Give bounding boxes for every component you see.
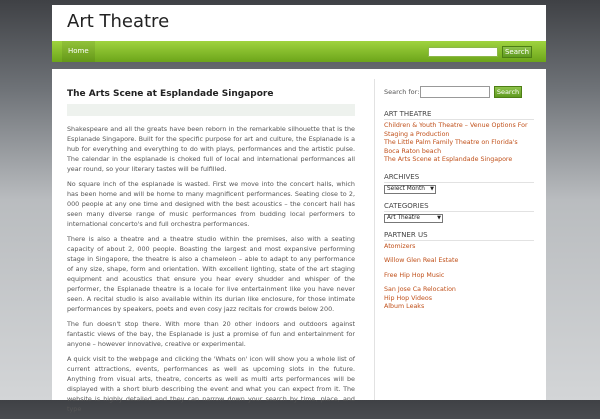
categories-selected-value: Art Theatre xyxy=(387,214,420,221)
post-paragraph: A quick visit to the webpage and clicking the 'Whats on' icon will show you a whole list of current attractions, events, performances as well as upcoming slots in the future. Anything from visual arts, theatre, concerts as well as multi arts performances will be displayed with a short blurb describing the event and what you can expect from it. The website is highly detailed and they can narrow down your search by time, place, and type xyxy=(67,355,355,413)
widget-art-theatre xyxy=(384,110,534,165)
widget-heading: PARTNER US xyxy=(384,231,534,241)
widget-heading: ART THEATRE xyxy=(384,110,534,120)
archives-select[interactable] xyxy=(384,185,436,194)
widget-archives xyxy=(384,173,534,194)
content-area xyxy=(52,69,546,413)
sidebar-link[interactable]: Hip Hop Videos xyxy=(384,294,432,302)
sidebar-search-label: Search for: xyxy=(384,88,420,96)
categories-select[interactable] xyxy=(384,214,443,223)
site-header xyxy=(52,5,546,41)
sidebar-search-input[interactable] xyxy=(420,86,490,98)
nav-bar xyxy=(52,41,546,62)
sidebar-link[interactable]: The Little Palm Family Theatre on Florida's Boca Raton beach xyxy=(384,139,518,155)
post-meta-bar xyxy=(67,104,355,116)
sidebar-search xyxy=(384,86,534,100)
sidebar-link[interactable]: Willow Glen Real Estate xyxy=(384,257,459,264)
post-body xyxy=(67,124,355,414)
sidebar-divider xyxy=(374,79,375,400)
sidebar-link[interactable]: San Jose Ca Relocation xyxy=(384,286,456,293)
nav-home-tab[interactable]: Home xyxy=(62,41,95,62)
chevron-down-icon: ▼ xyxy=(437,214,441,221)
sidebar-link[interactable]: Free Hip Hop Music xyxy=(384,271,445,279)
post-paragraph: Shakespeare and all the greats have been reborn in the remarkable silhouette that is the Esplanade Singapore. Built for the specific purpose for art and culture, the Esplanade is a hub for everything and everything to do with plays, performances and the artistic pulse. The calendar in the esplanade is choked full of local and international performances all year round, so your literary tastes will be fulfilled. xyxy=(67,125,355,173)
sidebar-link[interactable]: The Arts Scene at Esplandade Singapore xyxy=(384,156,513,163)
widget-categories xyxy=(384,202,534,223)
widget-heading: CATEGORIES xyxy=(384,202,534,212)
nav-search-button[interactable]: Search xyxy=(502,46,532,58)
widget-heading: ARCHIVES xyxy=(384,173,534,183)
post-paragraph: The fun doesn't stop there. With more than 20 other indoors and outdoors against fantastic views of the bay, the Esplanade is just a promise of fun and entertainment for anyone – however innovative, creative or experimental. xyxy=(67,320,355,348)
widget-partner xyxy=(384,231,534,312)
sidebar-search-button[interactable]: Search xyxy=(494,86,522,98)
sidebar-link[interactable]: Children & Youth Theatre – Venue Options For Staging a Production xyxy=(384,122,528,138)
archives-selected-value: Select Month xyxy=(387,185,425,192)
post-paragraph: No square inch of the esplanade is wasted. First we move into the concert halls, which has been home and will be home to many magnificent performances. Seating close to 2, 000 people at any one time and designed with the best acoustics – the concert hall has seen many diverse range of music performances from budding local performers to international concerto's and full orchestra performances. xyxy=(67,180,355,228)
sidebar xyxy=(384,86,534,320)
nav-search-input[interactable] xyxy=(428,47,498,57)
sidebar-link[interactable]: Atomizers xyxy=(384,242,416,250)
sidebar-link[interactable]: Album Leaks xyxy=(384,303,425,310)
site-title[interactable]: Art Theatre xyxy=(67,11,170,32)
post-title[interactable]: The Arts Scene at Esplandade Singapore xyxy=(67,89,274,99)
chevron-down-icon: ▼ xyxy=(430,185,434,192)
post xyxy=(67,89,355,419)
post-paragraph: There is also a theatre and a theatre studio within the premises, also with a seating capacity of about 2, 000 people. Boasting the largest and most expansive performing stage in Singapore, the theatre is also a chameleon – able to adapt to any performance of any size, shape, form and orientation. With excellent lighting, state of the art staging equipment and acoustics that ensure you hear every shudder and whisper of the performer, the Esplanade theatre is a locale for live entertainment like you have never seen. A recital studio is also available within its durian like enclosure, for those intimate performances by speakers, poets and even cosy jazz recitals for crowds below 200. xyxy=(67,235,355,313)
